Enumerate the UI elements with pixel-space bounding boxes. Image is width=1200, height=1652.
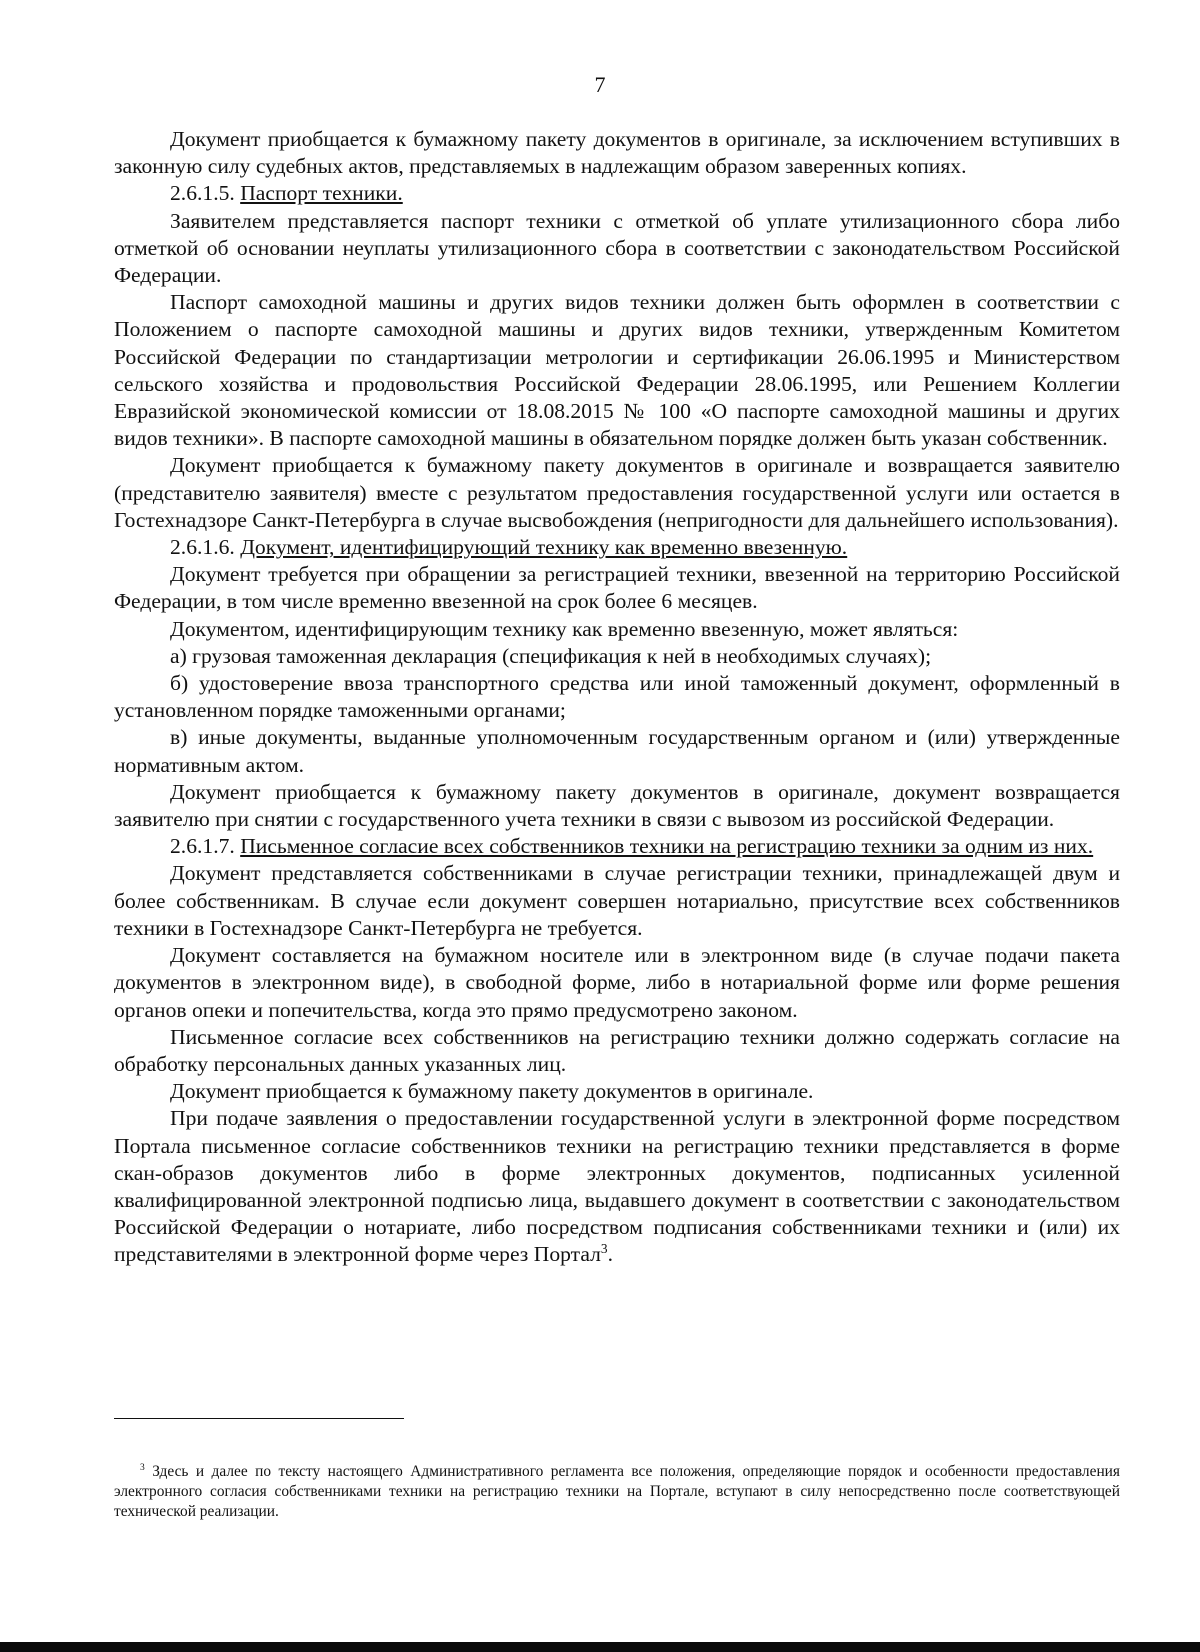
paragraph: Документом, идентифицирующим технику как временно ввезенную, может являться: (170, 616, 959, 641)
paragraph: Письменное согласие всех собственников на регистрацию техники должно содержать согласие на обработку персональных данных указанных лиц. (114, 1024, 1120, 1076)
section-heading-2-6-1-5 (114, 180, 1120, 207)
footnote-reference: 3 (600, 1241, 608, 1257)
paragraph: Паспорт самоходной машины и других видов техники должен быть оформлен в соответствии с Положением о паспорте самоходной машины и других видов техники, утвержденным Комитетом Российской Федерации по стандартизации метрологии и сертификации 26.06.1995 и Министерством сельского хозяйства и продовольствия Российской Федерации 28.06.1995, или Решением Коллегии Евразийской экономической комиссии от 18.08.2015 № 100 «О паспорте самоходной машины и других видов техники». В паспорте самоходной машины в обязательном порядке должен быть указан собственник. (114, 290, 1120, 451)
footnote (114, 1462, 1120, 1522)
footnote-text: Здесь и далее по тексту настоящего Административного регламента все положения, определяющие порядок и особенности предоставления электронного согласия собственниками техники на регистрацию техники на Портале, вступают в силу непосредственно после соответствующей технической реализации. (114, 1463, 1120, 1520)
footnote-divider (114, 1418, 404, 1419)
section-number: 2.6.1.6. (170, 535, 235, 560)
section-heading-2-6-1-7 (114, 833, 1120, 860)
section-title: Письменное согласие всех собственников техники на регистрацию техники за одним из них. (240, 834, 1094, 859)
scan-edge-bar (0, 1642, 1200, 1652)
document-body (114, 126, 1120, 1269)
list-item: а) грузовая таможенная декларация (спецификация к ней в необходимых случаях); (170, 643, 932, 668)
paragraph (114, 1105, 1120, 1268)
paragraph-end: . (607, 1242, 613, 1267)
list-item: б) удостоверение ввоза транспортного средства или иной таможенный документ, оформленный в установленном порядке таможенными органами; (114, 671, 1120, 723)
section-title: Документ, идентифицирующий технику как временно ввезенную. (240, 535, 848, 560)
section-number: 2.6.1.5. (170, 181, 235, 206)
list-item: в) иные документы, выданные уполномоченным государственным органом и (или) утвержденные нормативным актом. (114, 725, 1120, 777)
paragraph: Документ требуется при обращении за регистрацией техники, ввезенной на территорию Российской Федерации, в том числе временно ввезенной на срок более 6 месяцев. (114, 562, 1120, 614)
paragraph-text: При подаче заявления о предоставлении государственной услуги в электронной форме посредством Портала письменное согласие собственников техники на регистрацию техники представляется в форме скан-образов документов либо в форме электронных документов, подписанных усиленной квалифицированной электронной подписью лица, выдавшего документ в соответствии с законодательством Российской Федерации о нотариате, либо посредством подписания собственниками техники и (или) их представителями в электронной форме через Портал (114, 1106, 1120, 1267)
paragraph: Документ составляется на бумажном носителе или в электронном виде (в случае подачи пакета документов в электронном виде), в свободной форме, либо в нотариальной форме или форме решения органов опеки и попечительства, когда это прямо предусмотрено законом. (114, 943, 1120, 1022)
footnote-marker: 3 (140, 1461, 145, 1473)
page-number: 7 (594, 72, 606, 97)
section-heading-2-6-1-6 (114, 534, 1120, 561)
paragraph: Документ приобщается к бумажному пакету документов в оригинале, за исключением вступивших в законную силу судебных актов, представляемых в надлежащим образом заверенных копиях. (114, 127, 1120, 179)
paragraph: Документ приобщается к бумажному пакету документов в оригинале и возвращается заявителю (представителю заявителя) вместе с результатом предоставления государственной услуги или остается в Гостехнадзоре Санкт-Петербурга в случае высвобождения (непригодности для дальнейшего использования). (114, 453, 1120, 532)
paragraph: Заявителем представляется паспорт техники с отметкой об уплате утилизационного сбора либо отметкой об основании неуплаты утилизационного сбора в соответствии с законодательством Российской Федерации. (114, 208, 1120, 288)
paragraph: Документ приобщается к бумажному пакету документов в оригинале. (170, 1079, 814, 1104)
paragraph: Документ представляется собственниками в случае регистрации техники, принадлежащей двум и более собственникам. В случае если документ совершен нотариально, присутствие всех собственников техники в Гостехнадзоре Санкт-Петербурга не требуется. (114, 861, 1120, 940)
section-number: 2.6.1.7. (170, 834, 235, 859)
paragraph: Документ приобщается к бумажному пакету документов в оригинале, документ возвращается заявителю при снятии с государственного учета техники в связи с вывозом из российской Федерации. (114, 779, 1120, 832)
section-title: Паспорт техники. (240, 181, 403, 206)
